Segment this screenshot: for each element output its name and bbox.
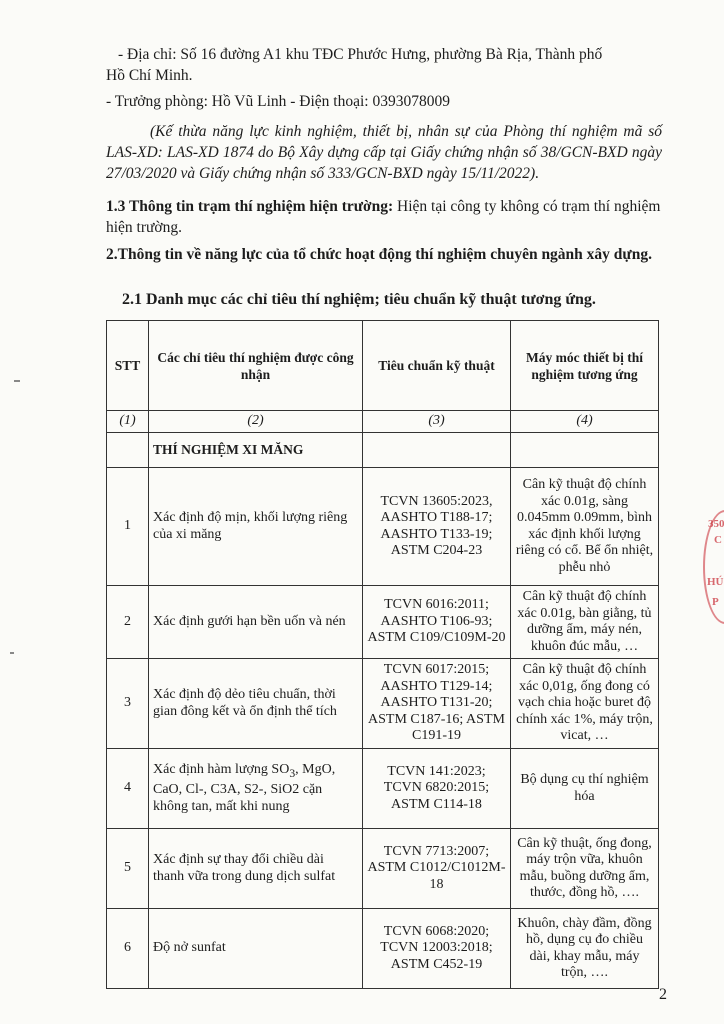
row-criteria: Xác định độ mịn, khối lượng riêng của xi măng	[149, 468, 363, 586]
inherit-note: (Kế thừa năng lực kinh nghiệm, thiết bị, nhân sự của Phòng thí nghiệm mã số LAS-XD: LAS-XD 1874 do Bộ Xây dựng cấp tại Giấy chứng nhận số 38/GCN-BXD ngày 27/03/2020 và Giấy chứng nhận số 333/GCN-BXD ngày 15/11/2022).	[106, 123, 662, 182]
header-equipment: Máy móc thiết bị thí nghiệm tương ứng	[511, 321, 659, 411]
row-criteria: Độ nở sunfat	[149, 909, 363, 989]
section-1-3-body: Hiện tại công ty không có trạm thí nghiệm hiện trường.	[106, 198, 661, 236]
row-standard: TCVN 6016:2011; AASHTO T106-93; ASTM C109/C109M-20	[363, 586, 511, 659]
row-criteria: Xác định gưới hạn bền uốn và nén	[149, 586, 363, 659]
table-row	[107, 749, 659, 829]
row-equipment: Cân kỹ thuật độ chính xác 0.01g, bàn giằng, tủ dưỡng ẩm, máy nén, khuôn đúc mẫu, …	[511, 586, 659, 659]
section-1-3	[106, 196, 662, 238]
index-cell: (4)	[511, 411, 659, 433]
row-standard: TCVN 6068:2020; TCVN 12003:2018; ASTM C452-19	[363, 909, 511, 989]
header-stt: STT	[107, 321, 149, 411]
header-standard: Tiêu chuẩn kỹ thuật	[363, 321, 511, 411]
row-stt: 3	[107, 659, 149, 749]
header-criteria: Các chỉ tiêu thí nghiệm được công nhận	[149, 321, 363, 411]
stamp-text: P	[712, 596, 719, 608]
row-equipment: Khuôn, chày đầm, đồng hồ, dụng cụ đo chiều dài, khay mẫu, máy trộn, ….	[511, 909, 659, 989]
row-standard: TCVN 141:2023; TCVN 6820:2015; ASTM C114-18	[363, 749, 511, 829]
section-empty-cell	[363, 433, 511, 468]
section-2-heading: 2.Thông tin về năng lực của tổ chức hoạt động thí nghiệm chuyên ngành xây dựng.	[106, 246, 652, 263]
row-stt: 1	[107, 468, 149, 586]
row-stt: 2	[107, 586, 149, 659]
table-row	[107, 468, 659, 586]
section-title: THÍ NGHIỆM XI MĂNG	[149, 433, 363, 468]
row-standard: TCVN 7713:2007; ASTM C1012/C1012M-18	[363, 829, 511, 909]
table-section-row	[107, 433, 659, 468]
criteria-table	[106, 320, 659, 989]
row-criteria: Xác định độ dẻo tiêu chuẩn, thời gian đông kết và ổn định thể tích	[149, 659, 363, 749]
row-criteria-post: , MgO, CaO, Cl-, C3A, S2-, SiO2 cặn không tan, mất khi nung	[153, 761, 336, 814]
row-stt: 6	[107, 909, 149, 989]
row-equipment: Bộ dụng cụ thí nghiệm hóa	[511, 749, 659, 829]
stamp-text: HÚ	[707, 576, 724, 588]
row-stt: 4	[107, 749, 149, 829]
row-equipment: Cân kỹ thuật độ chính xác 0,01g, ống đong có vạch chia hoặc buret độ chính xác 1%, máy trộn, vicat, …	[511, 659, 659, 749]
section-1-3-heading: 1.3 Thông tin trạm thí nghiệm hiện trường:	[106, 198, 394, 215]
table-row	[107, 829, 659, 909]
row-standard: TCVN 13605:2023, AASHTO T188-17; AASHTO T133-19; ASTM C204-23	[363, 468, 511, 586]
row-criteria-sub: 3	[289, 766, 296, 780]
row-criteria	[149, 749, 363, 829]
row-equipment: Cân kỹ thuật độ chính xác 0.01g, sàng 0.045mm 0.09mm, bình xác định khối lượng riêng có cổ. Bể ổn nhiệt, phễu nhỏ	[511, 468, 659, 586]
row-standard: TCVN 6017:2015; AASHTO T129-14; AASHTO T131-20; ASTM C187-16; ASTM C191-19	[363, 659, 511, 749]
address-line: - Địa chỉ: Số 16 đường A1 khu TĐC Phước Hưng, phường Bà Rịa, Thành phố	[118, 46, 603, 63]
table-row	[107, 586, 659, 659]
head-line: - Trưởng phòng: Hồ Vũ Linh - Điện thoại: 0393078009	[106, 93, 450, 110]
address-line-cont: Hồ Chí Minh.	[106, 67, 193, 84]
row-criteria-pre: Xác định hàm lượng SO	[153, 761, 290, 777]
row-equipment: Cân kỹ thuật, ống đong, máy trộn vữa, khuôn mẫu, buồng dưỡng ẩm, thước, đồng hồ, ….	[511, 829, 659, 909]
table-header-row	[107, 321, 659, 411]
section-empty-cell	[511, 433, 659, 468]
table-row	[107, 909, 659, 989]
stamp-text: C	[714, 534, 722, 546]
row-stt: 5	[107, 829, 149, 909]
page-number: 2	[659, 986, 667, 1003]
scan-mark	[14, 380, 20, 382]
index-cell: (3)	[363, 411, 511, 433]
stamp-text: 350	[708, 518, 724, 530]
section-2-1-heading: 2.1 Danh mục các chỉ tiêu thí nghiệm; tiêu chuẩn kỹ thuật tương ứng.	[122, 291, 596, 308]
scan-mark	[10, 652, 14, 654]
index-cell: (2)	[149, 411, 363, 433]
table-row	[107, 659, 659, 749]
index-cell: (1)	[107, 411, 149, 433]
row-criteria: Xác định sự thay đổi chiều dài thanh vữa trong dung dịch sulfat	[149, 829, 363, 909]
table-index-row	[107, 411, 659, 433]
section-empty-cell	[107, 433, 149, 468]
